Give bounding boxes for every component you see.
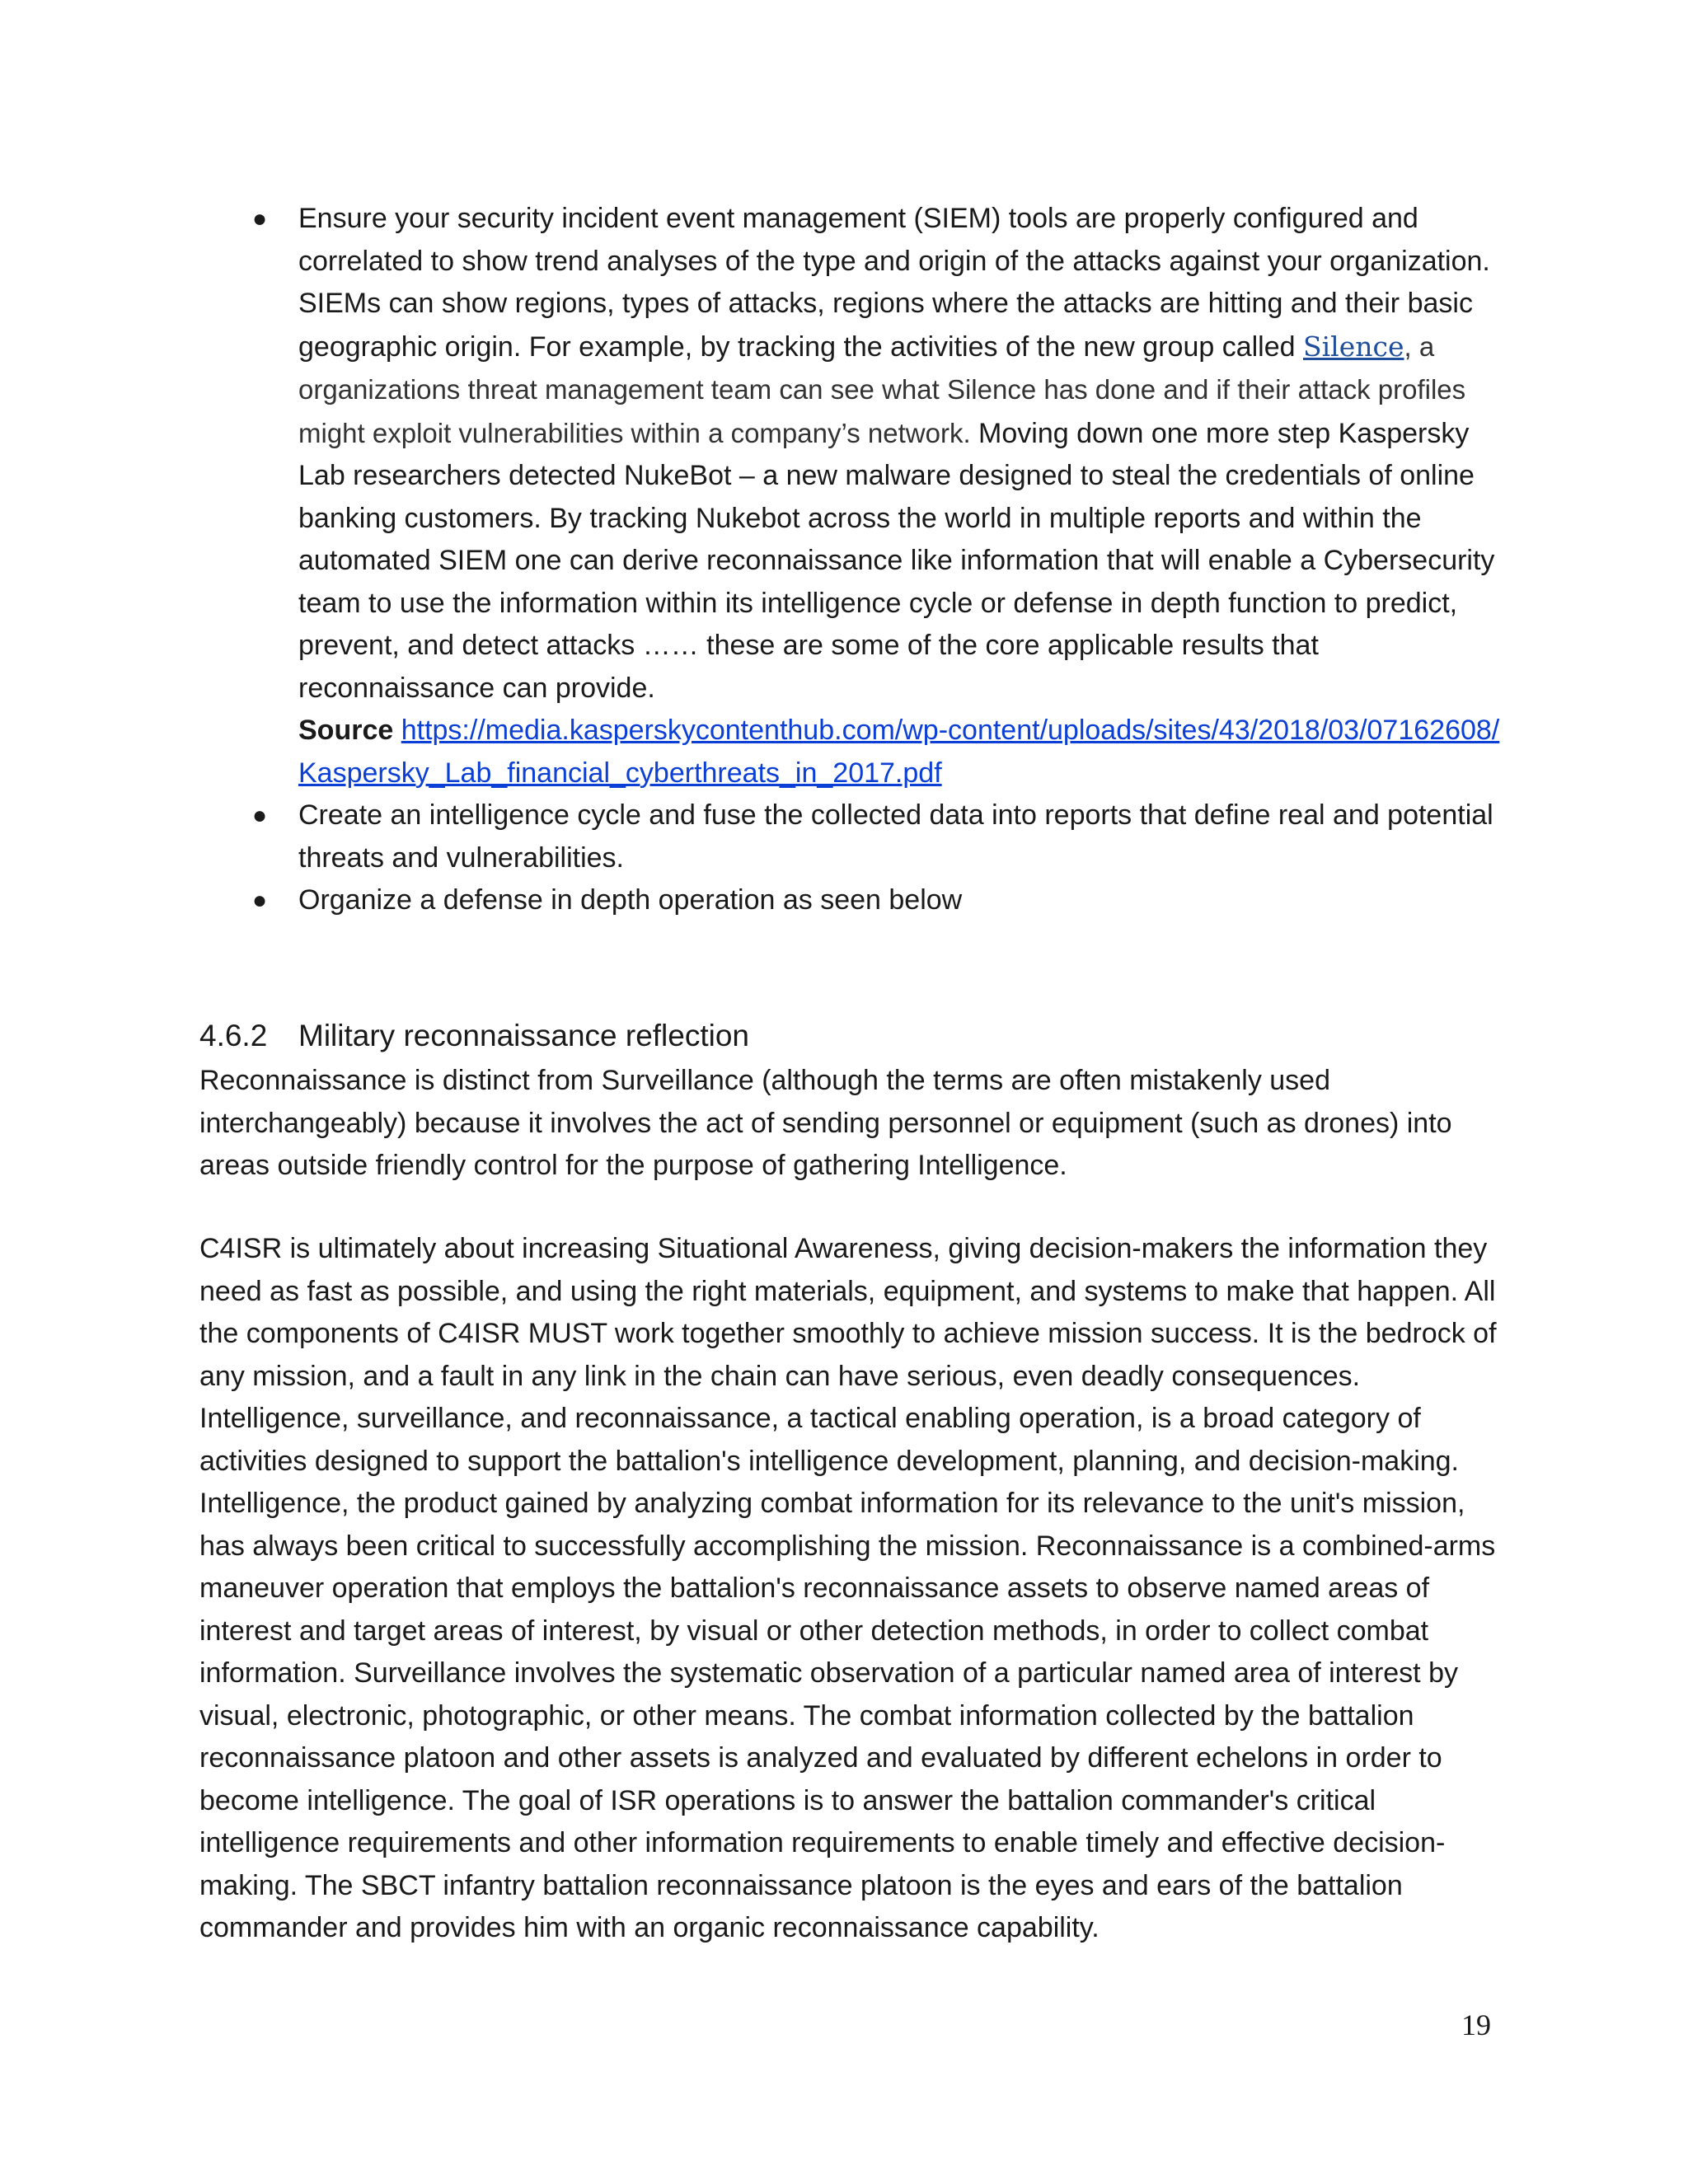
bullet-text: Organize a defense in depth operation as seen below: [298, 884, 963, 916]
section-title: Military reconnaissance reflection: [298, 1019, 750, 1052]
bullet-item-defense-in-depth: [247, 879, 1500, 922]
paragraph-reconnaissance: Reconnaissance is distinct from Surveillance (although the terms are often mistakenly used interchangeably) because it involves the act of sending personnel or equipment (such as drones) into areas outside friendly control for the purpose of gathering Intelligence.: [199, 1065, 1452, 1181]
bullet-dot-icon: ●: [251, 205, 268, 232]
bullet-item-intelligence-cycle: [247, 794, 1500, 879]
silence-link[interactable]: Silence: [1303, 330, 1404, 363]
page-number: 19: [1461, 2008, 1491, 2041]
section-heading: [199, 1015, 749, 1057]
siem-text-part2: , a organizations threat management team can see what Silence has done and if their attack profiles might exploit vulnerabilities within a company’s network.: [298, 330, 1466, 448]
source-label: Source: [298, 715, 394, 746]
source-link[interactable]: https://media.kasperskycontenthub.com/wp-content/uploads/sites/43/2018/03/07162608/Kaspersky_Lab_financial_cyberthreats_in_2017.pdf: [298, 715, 1500, 789]
siem-text-part1: Ensure your security incident event management (SIEM) tools are properly configured and correlated to show trend analyses of the type and origin of the attacks against your organization. SIEMs can show regions, types of attacks, regions where the attacks are hitting and their basic geographic origin. For example, by tracking the activities of the new group called: [298, 203, 1490, 363]
bullet-text: Create an intelligence cycle and fuse the collected data into reports that define real and potential threats and vulnerabilities.: [298, 799, 1493, 874]
bullet-dot-icon: ●: [251, 802, 268, 829]
bullet-item-siem: [247, 198, 1500, 794]
siem-text-part3: Moving down one more step Kaspersky Lab researchers detected NukeBot – a new malware designed to steal the credentials of online banking customers. By tracking Nukebot across the world in multiple reports and within the automated SIEM one can derive reconnaissance like information that will enable a Cybersecurity team to use the information within its intelligence cycle or defense in depth function to predict, prevent, and detect attacks …… these are some of the core applicable results that reconnaissance can provide.: [298, 417, 1495, 704]
bullet-dot-icon: ●: [251, 887, 268, 914]
section-number: 4.6.2: [199, 1019, 268, 1052]
paragraph-c4isr: C4ISR is ultimately about increasing Situational Awareness, giving decision-makers the information they need as fast as possible, and using the right materials, equipment, and systems to make that happen. All the components of C4ISR MUST work together smoothly to achieve mission success. It is the bedrock of any mission, and a fault in any link in the chain can have serious, even deadly consequences. Intelligence, surveillance, and reconnaissance, a tactical enabling operation, is a broad category of activities designed to support the battalion's intelligence development, planning, and decision-making. Intelligence, the product gained by analyzing combat information for its relevance to the unit's mission, has always been critical to successfully accomplishing the mission. Reconnaissance is a combined-arms maneuver operation that employs the battalion's reconnaissance assets to observe named areas of interest and target areas of interest, by visual or other detection methods, in order to collect combat information. Surveillance involves the systematic observation of a particular named area of interest by visual, electronic, photographic, or other means. The combat information collected by the battalion reconnaissance platoon and other assets is analyzed and evaluated by different echelons in order to become intelligence. The goal of ISR operations is to answer the battalion commander's critical intelligence requirements and other information requirements to enable timely and effective decision-making. The SBCT infantry battalion reconnaissance platoon is the eyes and ears of the battalion commander and provides him with an organic reconnaissance capability.: [199, 1233, 1497, 1943]
bullet-list: [247, 198, 1500, 922]
